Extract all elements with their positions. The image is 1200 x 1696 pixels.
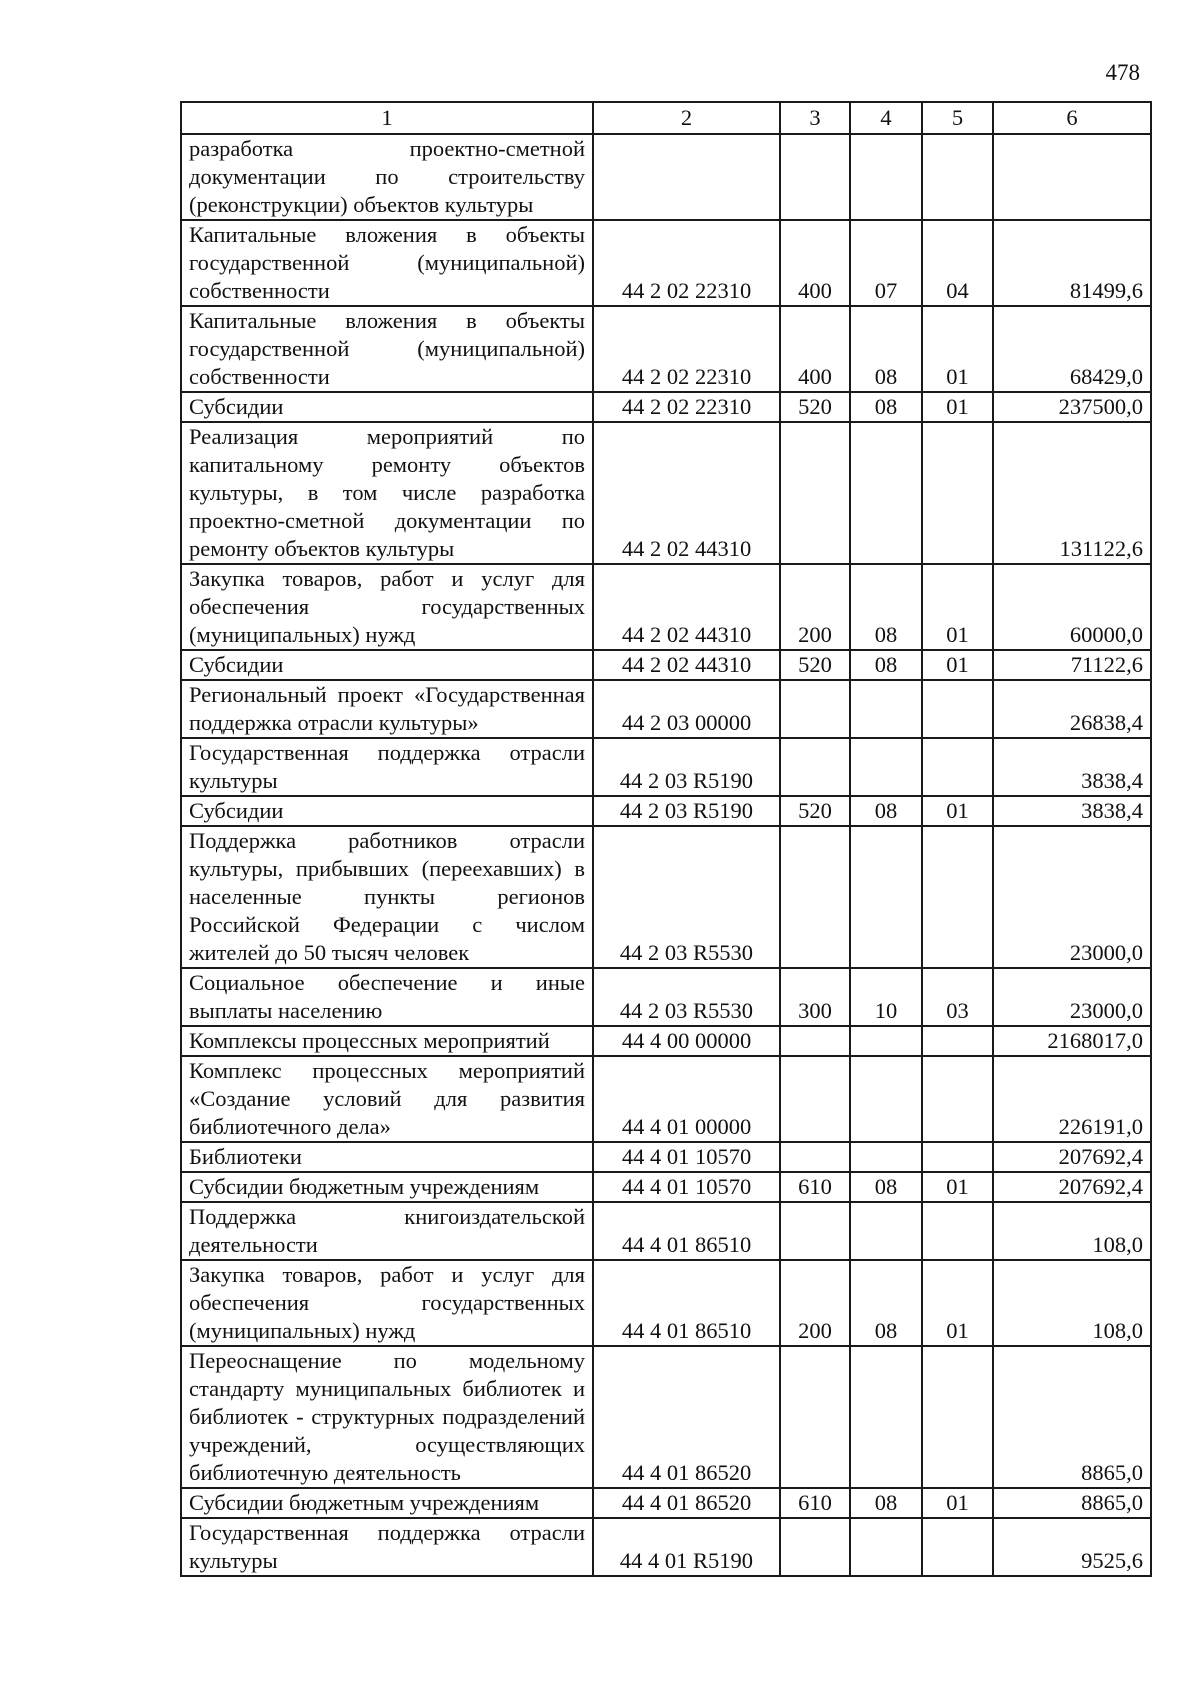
row-description: Комплексы процессных мероприятий xyxy=(181,1026,593,1056)
row-col-3: 520 xyxy=(780,392,850,422)
row-col-3: 200 xyxy=(780,564,850,650)
row-col-4: 07 xyxy=(850,220,922,306)
row-col-5: 01 xyxy=(922,564,993,650)
column-header-1: 1 xyxy=(181,102,593,134)
row-amount: 207692,4 xyxy=(993,1172,1151,1202)
row-col-5 xyxy=(922,826,993,968)
row-description: разработка проектно-сметной документации по строительству (реконструкции) объектов культуры xyxy=(181,134,593,220)
row-amount: 23000,0 xyxy=(993,826,1151,968)
row-description: Комплекс процессных мероприятий «Создание условий для развития библиотечного дела» xyxy=(181,1056,593,1142)
row-col-3 xyxy=(780,1142,850,1172)
table-row xyxy=(181,392,1151,422)
row-col-3 xyxy=(780,134,850,220)
table-header xyxy=(181,102,1151,134)
table-row xyxy=(181,1488,1151,1518)
row-col-5: 01 xyxy=(922,306,993,392)
row-amount: 108,0 xyxy=(993,1260,1151,1346)
row-description: Государственная поддержка отрасли культуры xyxy=(181,1518,593,1576)
row-col-5 xyxy=(922,1346,993,1488)
row-col-3: 400 xyxy=(780,306,850,392)
row-col-4: 08 xyxy=(850,1172,922,1202)
row-col-4 xyxy=(850,1026,922,1056)
row-description: Поддержка работников отрасли культуры, прибывших (переехавших) в населенные пункты регионов Российской Федерации с числом жителей до 50 тысяч человек xyxy=(181,826,593,968)
row-col-5: 03 xyxy=(922,968,993,1026)
row-col-5: 04 xyxy=(922,220,993,306)
row-col-4: 08 xyxy=(850,306,922,392)
row-col-3: 400 xyxy=(780,220,850,306)
row-description: Субсидии xyxy=(181,650,593,680)
row-col-3 xyxy=(780,1026,850,1056)
row-col-3 xyxy=(780,680,850,738)
row-code: 44 2 03 00000 xyxy=(593,680,780,738)
table-row xyxy=(181,1518,1151,1576)
row-col-3: 610 xyxy=(780,1172,850,1202)
row-amount: 8865,0 xyxy=(993,1488,1151,1518)
row-amount: 68429,0 xyxy=(993,306,1151,392)
row-code: 44 4 01 86520 xyxy=(593,1488,780,1518)
row-col-4: 08 xyxy=(850,392,922,422)
row-col-5 xyxy=(922,1202,993,1260)
row-code: 44 4 01 86510 xyxy=(593,1260,780,1346)
table-row xyxy=(181,564,1151,650)
table-row xyxy=(181,1056,1151,1142)
page-number: 478 xyxy=(1105,60,1140,85)
row-col-4: 08 xyxy=(850,796,922,826)
table-row xyxy=(181,134,1151,220)
row-description: Субсидии xyxy=(181,392,593,422)
column-header-3: 3 xyxy=(780,102,850,134)
row-code: 44 2 03 R5530 xyxy=(593,968,780,1026)
row-col-3 xyxy=(780,1202,850,1260)
row-col-4 xyxy=(850,1518,922,1576)
row-col-3: 200 xyxy=(780,1260,850,1346)
row-col-5: 01 xyxy=(922,1488,993,1518)
row-description: Государственная поддержка отрасли культуры xyxy=(181,738,593,796)
table-row xyxy=(181,680,1151,738)
row-col-4 xyxy=(850,680,922,738)
row-col-3: 610 xyxy=(780,1488,850,1518)
row-col-5 xyxy=(922,1056,993,1142)
row-col-3 xyxy=(780,422,850,564)
row-code: 44 4 01 10570 xyxy=(593,1142,780,1172)
row-code: 44 2 02 22310 xyxy=(593,306,780,392)
row-col-5: 01 xyxy=(922,796,993,826)
row-description: Закупка товаров, работ и услуг для обеспечения государственных (муниципальных) нужд xyxy=(181,564,593,650)
row-amount xyxy=(993,134,1151,220)
row-col-4 xyxy=(850,134,922,220)
row-description: Региональный проект «Государственная поддержка отрасли культуры» xyxy=(181,680,593,738)
row-col-3: 520 xyxy=(780,650,850,680)
row-col-4: 08 xyxy=(850,1488,922,1518)
row-amount: 8865,0 xyxy=(993,1346,1151,1488)
row-amount: 71122,6 xyxy=(993,650,1151,680)
row-amount: 131122,6 xyxy=(993,422,1151,564)
row-amount: 237500,0 xyxy=(993,392,1151,422)
table-row xyxy=(181,1142,1151,1172)
row-col-5: 01 xyxy=(922,650,993,680)
row-col-4 xyxy=(850,826,922,968)
row-col-3 xyxy=(780,1518,850,1576)
row-code: 44 2 02 44310 xyxy=(593,422,780,564)
row-description: Социальное обеспечение и иные выплаты населению xyxy=(181,968,593,1026)
row-col-5 xyxy=(922,1026,993,1056)
row-code: 44 4 01 86510 xyxy=(593,1202,780,1260)
row-col-5 xyxy=(922,134,993,220)
row-col-5 xyxy=(922,680,993,738)
row-amount: 60000,0 xyxy=(993,564,1151,650)
row-amount: 108,0 xyxy=(993,1202,1151,1260)
row-col-5: 01 xyxy=(922,1172,993,1202)
row-col-5: 01 xyxy=(922,1260,993,1346)
row-description: Капитальные вложения в объекты государственной (муниципальной) собственности xyxy=(181,220,593,306)
row-col-4 xyxy=(850,1056,922,1142)
table-row xyxy=(181,1202,1151,1260)
row-amount: 26838,4 xyxy=(993,680,1151,738)
row-col-3: 300 xyxy=(780,968,850,1026)
row-code: 44 2 03 R5190 xyxy=(593,738,780,796)
row-amount: 2168017,0 xyxy=(993,1026,1151,1056)
row-description: Поддержка книгоиздательской деятельности xyxy=(181,1202,593,1260)
row-description: Субсидии xyxy=(181,796,593,826)
column-header-5: 5 xyxy=(922,102,993,134)
row-code: 44 4 01 R5190 xyxy=(593,1518,780,1576)
row-description: Субсидии бюджетным учреждениям xyxy=(181,1172,593,1202)
row-code: 44 2 02 44310 xyxy=(593,650,780,680)
row-code: 44 2 02 22310 xyxy=(593,220,780,306)
row-col-4: 08 xyxy=(850,1260,922,1346)
row-col-5 xyxy=(922,1142,993,1172)
row-code: 44 4 00 00000 xyxy=(593,1026,780,1056)
row-amount: 3838,4 xyxy=(993,738,1151,796)
row-col-4 xyxy=(850,738,922,796)
row-col-3 xyxy=(780,1056,850,1142)
row-amount: 23000,0 xyxy=(993,968,1151,1026)
row-col-5: 01 xyxy=(922,392,993,422)
table-row xyxy=(181,422,1151,564)
row-code: 44 4 01 00000 xyxy=(593,1056,780,1142)
table-row xyxy=(181,826,1151,968)
row-col-4 xyxy=(850,1202,922,1260)
row-col-5 xyxy=(922,738,993,796)
row-col-4: 08 xyxy=(850,650,922,680)
row-amount: 81499,6 xyxy=(993,220,1151,306)
row-col-4: 08 xyxy=(850,564,922,650)
row-col-4 xyxy=(850,1142,922,1172)
row-code: 44 2 03 R5530 xyxy=(593,826,780,968)
row-description: Капитальные вложения в объекты государственной (муниципальной) собственности xyxy=(181,306,593,392)
row-description: Переоснащение по модельному стандарту муниципальных библиотек и библиотек - структурных подразделений учреждений, осуществляющих библиотечную деятельность xyxy=(181,1346,593,1488)
row-code xyxy=(593,134,780,220)
row-col-5 xyxy=(922,1518,993,1576)
table-body xyxy=(181,134,1151,1576)
row-amount: 9525,6 xyxy=(993,1518,1151,1576)
row-col-3 xyxy=(780,826,850,968)
column-header-4: 4 xyxy=(850,102,922,134)
table-row xyxy=(181,796,1151,826)
table-row xyxy=(181,968,1151,1026)
row-description: Реализация мероприятий по капитальному ремонту объектов культуры, в том числе разработка проектно-сметной документации по ремонту объектов культуры xyxy=(181,422,593,564)
row-amount: 226191,0 xyxy=(993,1056,1151,1142)
table-row xyxy=(181,1346,1151,1488)
row-description: Субсидии бюджетным учреждениям xyxy=(181,1488,593,1518)
row-description: Библиотеки xyxy=(181,1142,593,1172)
table-row xyxy=(181,1172,1151,1202)
row-col-3 xyxy=(780,738,850,796)
row-code: 44 4 01 10570 xyxy=(593,1172,780,1202)
table-row xyxy=(181,220,1151,306)
column-header-2: 2 xyxy=(593,102,780,134)
table-row xyxy=(181,1260,1151,1346)
row-col-3 xyxy=(780,1346,850,1488)
row-col-3: 520 xyxy=(780,796,850,826)
row-code: 44 2 03 R5190 xyxy=(593,796,780,826)
row-col-4: 10 xyxy=(850,968,922,1026)
table-row xyxy=(181,306,1151,392)
header-row xyxy=(181,102,1151,134)
row-code: 44 2 02 22310 xyxy=(593,392,780,422)
table-row xyxy=(181,650,1151,680)
row-col-5 xyxy=(922,422,993,564)
row-amount: 3838,4 xyxy=(993,796,1151,826)
column-header-6: 6 xyxy=(993,102,1151,134)
row-code: 44 4 01 86520 xyxy=(593,1346,780,1488)
row-col-4 xyxy=(850,1346,922,1488)
row-amount: 207692,4 xyxy=(993,1142,1151,1172)
row-code: 44 2 02 44310 xyxy=(593,564,780,650)
row-col-4 xyxy=(850,422,922,564)
row-description: Закупка товаров, работ и услуг для обеспечения государственных (муниципальных) нужд xyxy=(181,1260,593,1346)
budget-table xyxy=(180,101,1152,1577)
table-row xyxy=(181,1026,1151,1056)
table-row xyxy=(181,738,1151,796)
